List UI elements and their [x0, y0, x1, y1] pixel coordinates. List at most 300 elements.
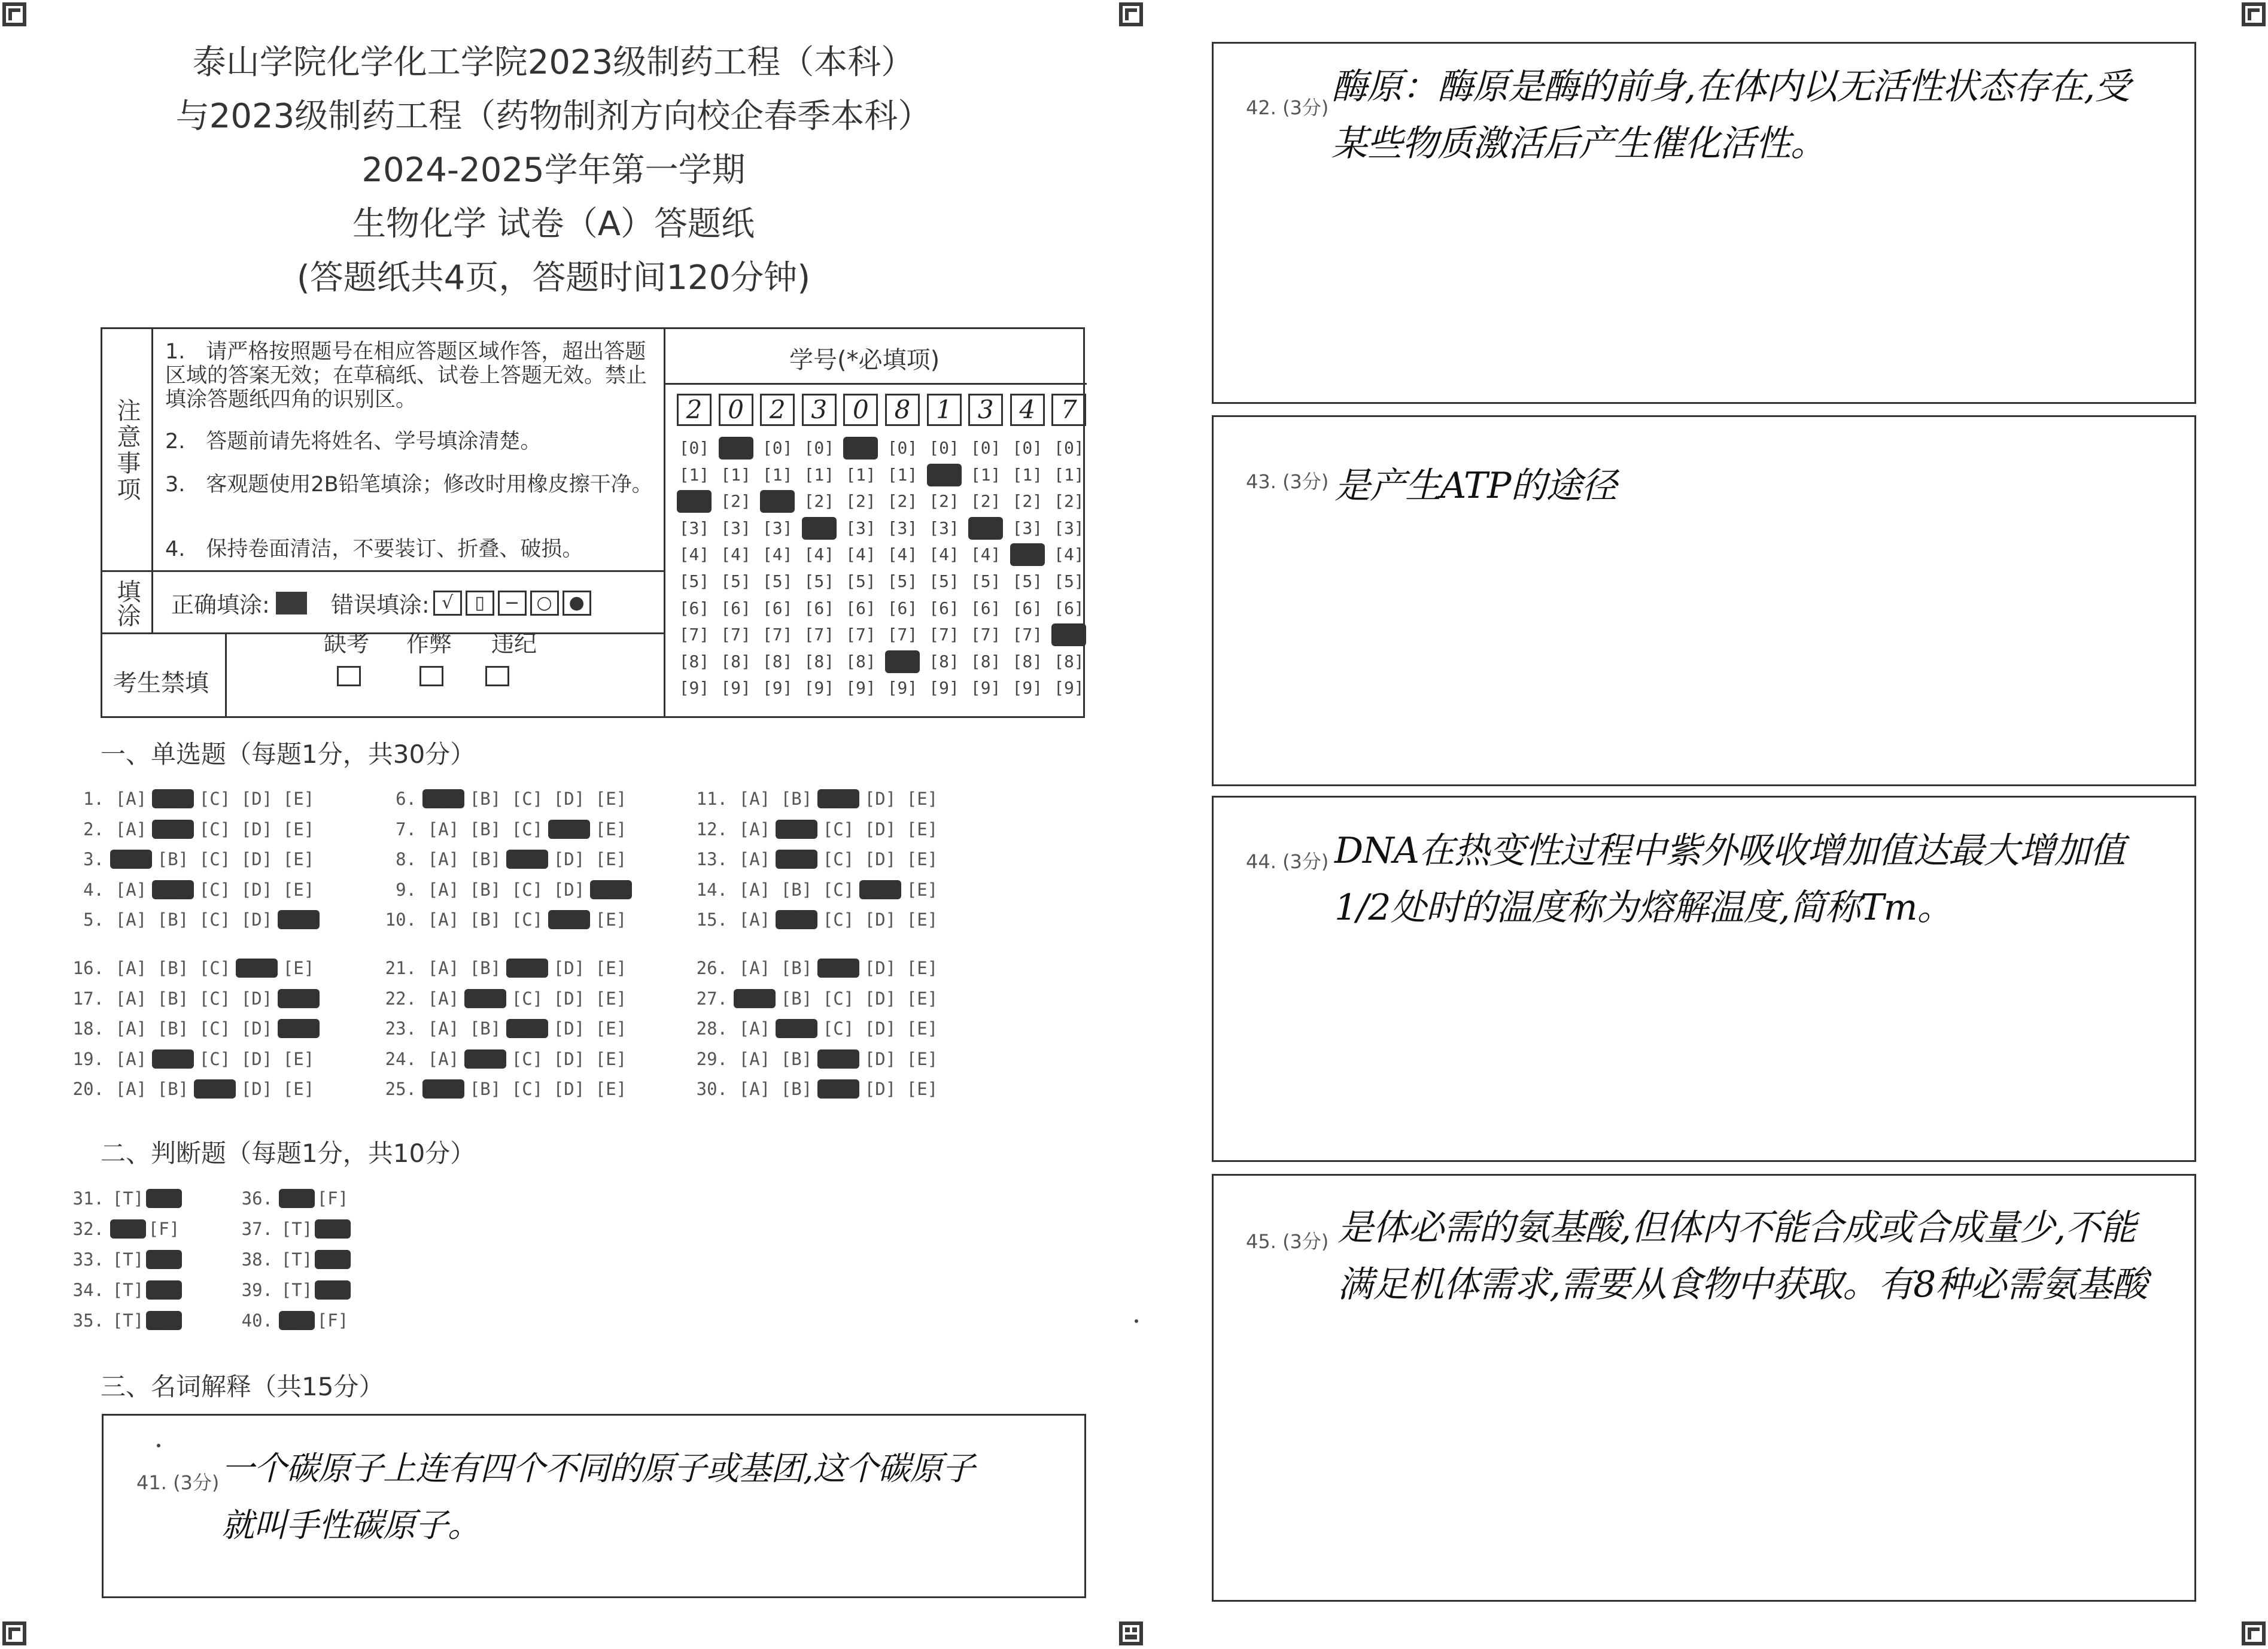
mc-question-number: 10.	[385, 909, 416, 930]
mc-option-bubble[interactable]: [A]	[427, 819, 460, 839]
mc-option-bubble[interactable]: [B]	[157, 958, 189, 978]
header-line-4: 生物化学 试卷（A）答题纸	[352, 205, 755, 244]
mc-option-bubble[interactable]: [E]	[282, 1079, 315, 1099]
mc-option-bubble[interactable]: [C]	[199, 879, 231, 900]
student-id-option[interactable]: [0]	[970, 438, 1001, 458]
student-id-option[interactable]: [1]	[970, 464, 1001, 485]
mc-option-bubble[interactable]: [A]	[427, 909, 460, 930]
student-id-option[interactable]: [6]	[929, 598, 959, 618]
student-id-option[interactable]: [9]	[929, 678, 959, 698]
mc-option-bubble[interactable]: [D]	[864, 988, 896, 1009]
student-id-option[interactable]: [7]	[762, 625, 793, 645]
mc-option-bubble[interactable]: [C]	[506, 959, 548, 978]
mc-option-bubble[interactable]: [C]	[817, 959, 859, 978]
mc-option-bubble[interactable]: [E]	[906, 879, 938, 900]
mc-option-bubble[interactable]: [A]	[738, 819, 771, 839]
student-id-option[interactable]: [2]	[677, 490, 712, 513]
mc-option-bubble[interactable]: [E]	[595, 789, 627, 809]
student-id-option[interactable]: [3]	[802, 517, 837, 540]
mc-option-bubble[interactable]: [D]	[241, 1048, 273, 1069]
student-id-option[interactable]: [5]	[846, 571, 876, 591]
mc-option-bubble[interactable]: [B]	[776, 1019, 817, 1038]
mc-option-bubble[interactable]: [B]	[776, 820, 817, 839]
mc-option-bubble[interactable]: [C]	[511, 1079, 543, 1099]
student-id-option[interactable]: [4]	[804, 544, 835, 565]
mc-option-bubble[interactable]: [A]	[738, 1018, 771, 1039]
mc-question-row	[378, 787, 632, 811]
student-id-option[interactable]: [9]	[679, 678, 710, 698]
student-id-option[interactable]: [0]	[843, 437, 878, 460]
mc-option-bubble[interactable]: [E]	[282, 1048, 315, 1069]
mc-option-bubble[interactable]: [E]	[278, 989, 320, 1008]
mc-option-bubble[interactable]: [C]	[511, 909, 543, 930]
student-id-option[interactable]: [2]	[887, 491, 918, 512]
mc-option-bubble[interactable]: [B]	[776, 850, 817, 869]
ban-violation-box[interactable]	[485, 666, 509, 686]
student-id-option[interactable]: [3]	[846, 518, 876, 538]
student-id-option[interactable]: [0]	[1012, 438, 1043, 458]
student-id-option[interactable]: [0]	[929, 438, 959, 458]
correct-fill-sample	[276, 592, 307, 614]
mc-option-bubble[interactable]: [A]	[110, 850, 152, 869]
mc-option-bubble[interactable]: [A]	[738, 909, 771, 930]
student-id-option[interactable]: [7]	[804, 625, 835, 645]
student-id-option[interactable]: [5]	[679, 571, 710, 591]
mc-option-bubble[interactable]: [C]	[511, 879, 543, 900]
mc-question-number: 7.	[396, 819, 416, 839]
student-id-option[interactable]: [6]	[1012, 598, 1043, 618]
tf-option-bubble[interactable]: [T]	[112, 1310, 144, 1331]
student-id-option[interactable]: [5]	[929, 571, 959, 591]
mc-option-bubble[interactable]: [C]	[199, 789, 231, 809]
mc-option-bubble[interactable]: [D]	[553, 1018, 585, 1039]
student-id-option[interactable]: [8]	[1012, 651, 1043, 671]
mc-option-bubble[interactable]: [D]	[241, 879, 273, 900]
mc-option-bubble[interactable]: [A]	[422, 789, 464, 808]
student-id-option[interactable]: [7]	[1051, 623, 1086, 646]
mc-option-bubble[interactable]: [A]	[115, 958, 147, 978]
tf-option-bubble[interactable]: [F]	[146, 1189, 182, 1208]
fill-label: 填涂	[102, 571, 153, 634]
mc-option-bubble[interactable]: [D]	[241, 1018, 273, 1039]
notes-label: 注意事项	[102, 329, 153, 571]
mc-option-bubble[interactable]: [E]	[282, 958, 315, 978]
mc-option-bubble[interactable]: [B]	[780, 988, 813, 1009]
mc-option-bubble[interactable]: [B]	[469, 1018, 501, 1039]
tf-option-bubble[interactable]: [F]	[317, 1310, 349, 1331]
mc-option-bubble[interactable]: [E]	[278, 1019, 320, 1038]
student-id-option[interactable]: [8]	[929, 651, 959, 671]
mc-option-bubble[interactable]: [A]	[738, 879, 771, 900]
student-id-option[interactable]: [0]	[679, 438, 710, 458]
student-id-option[interactable]: [1]	[927, 464, 962, 486]
mc-option-bubble[interactable]: [A]	[738, 789, 771, 809]
student-id-option[interactable]: [1]	[804, 464, 835, 485]
student-id-option[interactable]: [1]	[846, 464, 876, 485]
mc-option-bubble[interactable]: [E]	[906, 1018, 938, 1039]
student-id-option[interactable]: [8]	[762, 651, 793, 671]
student-id-option[interactable]: [4]	[970, 544, 1001, 565]
mc-option-bubble[interactable]: [B]	[469, 849, 501, 869]
tf-question-number: 40.	[241, 1310, 273, 1331]
student-id-option[interactable]: [6]	[720, 598, 751, 618]
student-id-option[interactable]: [3]	[1054, 518, 1084, 538]
student-id-option[interactable]: [0]	[762, 438, 793, 458]
student-id-option[interactable]: [3]	[679, 518, 710, 538]
tf-option-bubble[interactable]: [T]	[281, 1280, 313, 1300]
mc-option-bubble[interactable]: [B]	[469, 909, 501, 930]
mc-option-bubble[interactable]: [B]	[469, 958, 501, 978]
mc-option-bubble[interactable]: [C]	[194, 1079, 236, 1099]
mc-option-bubble[interactable]: [B]	[469, 1079, 501, 1099]
mc-option-bubble[interactable]: [E]	[906, 909, 938, 930]
tf-option-bubble[interactable]: [F]	[148, 1219, 180, 1239]
student-id-option[interactable]: [4]	[846, 544, 876, 565]
tf-option-bubble[interactable]: [T]	[279, 1189, 315, 1208]
tf-option-bubble[interactable]: [T]	[281, 1219, 313, 1239]
mc-option-bubble[interactable]: [E]	[595, 1048, 627, 1069]
student-id-option[interactable]: [8]	[970, 651, 1001, 671]
student-id-option[interactable]: [2]	[970, 491, 1001, 512]
student-id-option[interactable]: [6]	[887, 598, 918, 618]
mc-option-bubble[interactable]: [C]	[817, 789, 859, 808]
student-id-option[interactable]: [1]	[1012, 464, 1043, 485]
mc-option-bubble[interactable]: [D]	[859, 880, 901, 899]
student-id-option[interactable]: [1]	[762, 464, 793, 485]
mc-question-row	[378, 1077, 632, 1101]
mc-option-bubble[interactable]: [C]	[199, 819, 231, 839]
mc-option-bubble[interactable]: [A]	[734, 989, 776, 1008]
mc-option-bubble[interactable]: [D]	[553, 789, 585, 809]
mc-option-bubble[interactable]: [A]	[422, 1079, 464, 1099]
mc-option-bubble[interactable]: [E]	[906, 1079, 938, 1099]
tf-option-bubble[interactable]: [T]	[112, 1249, 144, 1270]
student-id-option[interactable]: [7]	[679, 625, 710, 645]
student-id-option[interactable]: [0]	[1054, 438, 1084, 458]
student-id-option[interactable]: [8]	[720, 651, 751, 671]
mc-option-bubble[interactable]: [E]	[595, 988, 627, 1009]
mc-option-bubble[interactable]: [D]	[241, 1079, 273, 1099]
mc-option-bubble[interactable]: [D]	[241, 909, 273, 930]
mc-option-bubble[interactable]: [C]	[199, 1018, 231, 1039]
student-id-option[interactable]: [3]	[887, 518, 918, 538]
mc-option-bubble[interactable]: [B]	[776, 910, 817, 929]
mc-option-bubble[interactable]: [E]	[595, 1018, 627, 1039]
header-line-5: (答题纸共4页，答题时间120分钟)	[296, 258, 811, 297]
mc-option-bubble[interactable]: [C]	[199, 958, 231, 978]
student-id-option[interactable]: [2]	[720, 491, 751, 512]
tf-option-bubble[interactable]: [T]	[112, 1188, 144, 1209]
student-id-digit: 3	[968, 394, 1003, 426]
mc-option-bubble[interactable]: [E]	[906, 1048, 938, 1069]
tf-option-bubble[interactable]: [T]	[281, 1249, 313, 1270]
mc-question-number: 22.	[385, 988, 416, 1009]
mc-option-bubble[interactable]: [D]	[548, 910, 590, 929]
mc-option-bubble[interactable]: [C]	[822, 879, 855, 900]
mc-option-bubble[interactable]: [D]	[553, 958, 585, 978]
student-id-option[interactable]: [1]	[1054, 464, 1084, 485]
mc-option-bubble[interactable]: [E]	[906, 988, 938, 1009]
student-id-option[interactable]: [2]	[804, 491, 835, 512]
mc-option-bubble[interactable]: [B]	[157, 849, 189, 869]
mc-question-number: 25.	[385, 1079, 416, 1099]
mc-option-bubble[interactable]: [B]	[780, 789, 813, 809]
student-id-option[interactable]: [0]	[719, 437, 753, 460]
mc-option-bubble[interactable]: [E]	[595, 909, 627, 930]
mc-option-bubble[interactable]: [A]	[115, 819, 147, 839]
mc-option-bubble[interactable]: [C]	[822, 909, 855, 930]
tf-option-bubble[interactable]: [F]	[146, 1311, 182, 1330]
mc-option-bubble[interactable]: [D]	[864, 819, 896, 839]
mc-option-bubble[interactable]: [E]	[282, 789, 315, 809]
student-id-option[interactable]: [3]	[968, 517, 1003, 540]
mc-option-bubble[interactable]: [C]	[511, 988, 543, 1009]
student-id-option[interactable]: [2]	[1054, 491, 1084, 512]
mc-option-bubble[interactable]: [C]	[199, 1048, 231, 1069]
wrong-fill-check: √	[433, 591, 462, 616]
student-id-option[interactable]: [6]	[970, 598, 1001, 618]
student-id-option[interactable]: [3]	[1012, 518, 1043, 538]
student-id-option[interactable]: [6]	[804, 598, 835, 618]
mc-option-bubble[interactable]: [C]	[511, 819, 543, 839]
mc-option-bubble[interactable]: [E]	[282, 849, 315, 869]
student-id-option[interactable]: [8]	[846, 651, 876, 671]
student-id-option[interactable]: [4]	[929, 544, 959, 565]
student-id-option[interactable]: [4]	[887, 544, 918, 565]
mc-option-bubble[interactable]: [C]	[511, 789, 543, 809]
student-id-option[interactable]: [2]	[760, 490, 795, 513]
student-id-digit: 0	[843, 394, 878, 426]
mc-option-bubble[interactable]: [A]	[115, 1079, 147, 1099]
mc-option-bubble[interactable]: [B]	[157, 909, 189, 930]
mc-option-bubble[interactable]: [C]	[817, 1049, 859, 1069]
mc-option-bubble[interactable]: [B]	[780, 1048, 813, 1069]
mc-option-bubble[interactable]: [E]	[906, 819, 938, 839]
answer-43-tag: 43. (3分)	[1246, 470, 1329, 493]
student-id-option[interactable]: [2]	[1012, 491, 1043, 512]
mc-option-bubble[interactable]: [A]	[115, 789, 147, 809]
mc-option-bubble[interactable]: [B]	[780, 958, 813, 978]
student-id-option[interactable]: [5]	[762, 571, 793, 591]
mc-option-bubble[interactable]: [B]	[157, 1079, 189, 1099]
student-id-option[interactable]: [6]	[1054, 598, 1084, 618]
tf-option-bubble[interactable]: [T]	[279, 1311, 315, 1330]
mc-option-bubble[interactable]: [D]	[864, 1048, 896, 1069]
student-id-option[interactable]: [5]	[970, 571, 1001, 591]
mc-option-bubble[interactable]: [A]	[115, 1048, 147, 1069]
mc-option-bubble[interactable]: [E]	[595, 1079, 627, 1099]
mc-option-bubble[interactable]: [D]	[864, 909, 896, 930]
mc-option-bubble[interactable]: [E]	[278, 910, 320, 929]
mc-question-number: 15.	[696, 909, 728, 930]
mc-option-bubble[interactable]: [D]	[553, 1048, 585, 1069]
mc-option-bubble[interactable]: [B]	[469, 819, 501, 839]
mc-option-bubble[interactable]: [A]	[427, 958, 460, 978]
mc-option-bubble[interactable]: [D]	[553, 879, 585, 900]
mc-option-bubble[interactable]: [C]	[822, 1018, 855, 1039]
mc-option-bubble[interactable]: [E]	[595, 819, 627, 839]
mc-option-bubble[interactable]: [E]	[906, 849, 938, 869]
sheet-header	[96, 36, 1011, 305]
mc-option-bubble[interactable]: [D]	[864, 789, 896, 809]
mc-option-bubble[interactable]: [C]	[199, 909, 231, 930]
mc-option-bubble[interactable]: [B]	[780, 879, 813, 900]
mc-option-bubble[interactable]: [C]	[506, 850, 548, 869]
mc-option-bubble[interactable]: [D]	[241, 988, 273, 1009]
mc-option-bubble[interactable]: [A]	[427, 879, 460, 900]
ban-violation-label: 违纪	[491, 631, 537, 657]
student-id-option[interactable]: [5]	[1012, 571, 1043, 591]
mc-option-bubble[interactable]: [C]	[817, 1079, 859, 1099]
mc-option-bubble[interactable]: [C]	[822, 849, 855, 869]
mc-option-bubble[interactable]: [B]	[157, 1018, 189, 1039]
mc-option-bubble[interactable]: [C]	[506, 1019, 548, 1038]
mc-option-bubble[interactable]: [B]	[464, 989, 506, 1008]
mc-option-bubble[interactable]: [A]	[738, 1048, 771, 1069]
student-id-option[interactable]: [7]	[929, 625, 959, 645]
student-id-option[interactable]: [9]	[887, 678, 918, 698]
student-id-option[interactable]: [1]	[887, 464, 918, 485]
mc-option-bubble[interactable]: [A]	[115, 909, 147, 930]
mc-question-row	[689, 987, 943, 1011]
answer-45-text: 是体必需的氨基酸,但体内不能合成或合成量少,不能满足机体需求,需要从食物中获取。有8种必需氨基酸	[1337, 1207, 2148, 1306]
ban-cheat-box[interactable]	[419, 666, 443, 686]
tf-option-bubble[interactable]: [F]	[315, 1250, 351, 1269]
student-id-option[interactable]: [8]	[804, 651, 835, 671]
student-id-option[interactable]: [6]	[762, 598, 793, 618]
mc-option-bubble[interactable]: [E]	[282, 879, 315, 900]
mc-option-bubble[interactable]: [D]	[553, 988, 585, 1009]
student-id-option[interactable]: [8]	[1054, 651, 1084, 671]
student-id-option[interactable]: [4]	[762, 544, 793, 565]
student-id-option[interactable]: [7]	[1012, 625, 1043, 645]
student-id-option[interactable]: [5]	[804, 571, 835, 591]
student-id-option[interactable]: [5]	[720, 571, 751, 591]
student-id-option[interactable]: [8]	[885, 650, 920, 673]
mc-option-bubble[interactable]: [D]	[553, 849, 585, 869]
student-id-option[interactable]: [9]	[1012, 678, 1043, 698]
mc-option-bubble[interactable]: [D]	[241, 819, 273, 839]
student-id-option[interactable]: [9]	[762, 678, 793, 698]
mc-option-bubble[interactable]: [C]	[822, 819, 855, 839]
mc-option-bubble[interactable]: [B]	[464, 1049, 506, 1069]
mc-option-bubble[interactable]: [D]	[864, 849, 896, 869]
tf-option-bubble[interactable]: [F]	[146, 1280, 182, 1300]
student-id-option[interactable]: [0]	[887, 438, 918, 458]
mc-option-bubble[interactable]: [A]	[427, 1018, 460, 1039]
mc-option-bubble[interactable]: [A]	[115, 879, 147, 900]
mc-option-bubble[interactable]: [A]	[738, 958, 771, 978]
mc-option-bubble[interactable]: [E]	[906, 958, 938, 978]
student-id-option[interactable]: [7]	[720, 625, 751, 645]
tf-option-bubble[interactable]: [T]	[110, 1219, 146, 1239]
student-id-option[interactable]: [7]	[846, 625, 876, 645]
mc-option-bubble[interactable]: [A]	[115, 988, 147, 1009]
student-id-option[interactable]: [5]	[887, 571, 918, 591]
student-id-option[interactable]: [5]	[1054, 571, 1084, 591]
mc-option-bubble[interactable]: [D]	[241, 789, 273, 809]
mc-option-bubble[interactable]: [E]	[595, 958, 627, 978]
mc-option-bubble[interactable]: [E]	[590, 880, 632, 899]
mc-option-bubble[interactable]: [D]	[553, 1079, 585, 1099]
tf-option-bubble[interactable]: [F]	[315, 1219, 351, 1239]
mc-option-bubble[interactable]: [B]	[152, 880, 194, 899]
mc-option-bubble[interactable]: [C]	[822, 988, 855, 1009]
student-id-option[interactable]: [3]	[762, 518, 793, 538]
mc-option-bubble[interactable]: [B]	[152, 820, 194, 839]
mc-option-bubble[interactable]: [E]	[282, 819, 315, 839]
tf-option-bubble[interactable]: [F]	[146, 1250, 182, 1269]
mc-option-bubble[interactable]: [B]	[469, 879, 501, 900]
mc-option-bubble[interactable]: [D]	[864, 1018, 896, 1039]
mc-option-bubble[interactable]: [E]	[595, 849, 627, 869]
mc-option-bubble[interactable]: [A]	[427, 849, 460, 869]
mc-option-bubble[interactable]: [C]	[199, 849, 231, 869]
mc-option-bubble[interactable]: [A]	[738, 1079, 771, 1099]
mc-option-bubble[interactable]: [A]	[427, 1048, 460, 1069]
mc-option-bubble[interactable]: [C]	[199, 988, 231, 1009]
student-id-option[interactable]: [9]	[1054, 678, 1084, 698]
student-id-option[interactable]: [9]	[846, 678, 876, 698]
student-id-option[interactable]: [9]	[804, 678, 835, 698]
mc-option-bubble[interactable]: [D]	[864, 1079, 896, 1099]
student-id-option[interactable]: [3]	[929, 518, 959, 538]
student-id-option[interactable]: [4]	[720, 544, 751, 565]
student-id-option[interactable]: [1]	[679, 464, 710, 485]
mc-question-number: 4.	[83, 879, 104, 900]
student-id-option[interactable]: [2]	[846, 491, 876, 512]
mc-option-bubble[interactable]: [B]	[152, 789, 194, 808]
mc-option-bubble[interactable]: [B]	[152, 1049, 194, 1069]
ban-absent-box[interactable]	[337, 666, 361, 686]
student-id-option[interactable]: [8]	[679, 651, 710, 671]
mc-option-bubble[interactable]: [B]	[780, 1079, 813, 1099]
student-id-option[interactable]: [0]	[804, 438, 835, 458]
mc-option-bubble[interactable]: [D]	[548, 820, 590, 839]
mc-option-bubble[interactable]: [B]	[157, 988, 189, 1009]
student-id-option[interactable]: [2]	[929, 491, 959, 512]
student-id-option[interactable]: [1]	[720, 464, 751, 485]
student-id-option[interactable]: [7]	[887, 625, 918, 645]
tf-option-bubble[interactable]: [T]	[112, 1280, 144, 1300]
student-id-option[interactable]: [3]	[720, 518, 751, 538]
student-id-option[interactable]: [4]	[1054, 544, 1084, 565]
mc-option-bubble[interactable]: [A]	[115, 1018, 147, 1039]
student-id-option[interactable]: [9]	[720, 678, 751, 698]
student-id-option[interactable]: [7]	[970, 625, 1001, 645]
mc-option-bubble[interactable]: [D]	[864, 958, 896, 978]
tf-option-bubble[interactable]: [F]	[317, 1188, 349, 1209]
note-item-4: 4. 保持卷面清洁，不要装订、折叠、破损。	[165, 537, 583, 561]
mc-option-bubble[interactable]: [C]	[511, 1048, 543, 1069]
tf-question-row	[235, 1278, 351, 1302]
mc-question-number: 24.	[385, 1048, 416, 1069]
student-id-option[interactable]: [6]	[679, 598, 710, 618]
mc-option-bubble[interactable]: [A]	[738, 849, 771, 869]
mc-option-bubble[interactable]: [E]	[906, 789, 938, 809]
student-id-digit: 8	[885, 394, 920, 426]
student-id-option[interactable]: [4]	[679, 544, 710, 565]
mc-option-bubble[interactable]: [D]	[241, 849, 273, 869]
mc-option-bubble[interactable]: [A]	[427, 988, 460, 1009]
mc-option-bubble[interactable]: [B]	[469, 789, 501, 809]
mc-option-bubble[interactable]: [D]	[236, 959, 278, 978]
student-id-option[interactable]: [6]	[846, 598, 876, 618]
student-id-option[interactable]: [9]	[970, 678, 1001, 698]
corner-mark-top-left	[2, 2, 26, 26]
student-id-option[interactable]: [4]	[1010, 543, 1045, 566]
tf-option-bubble[interactable]: [F]	[315, 1280, 351, 1300]
